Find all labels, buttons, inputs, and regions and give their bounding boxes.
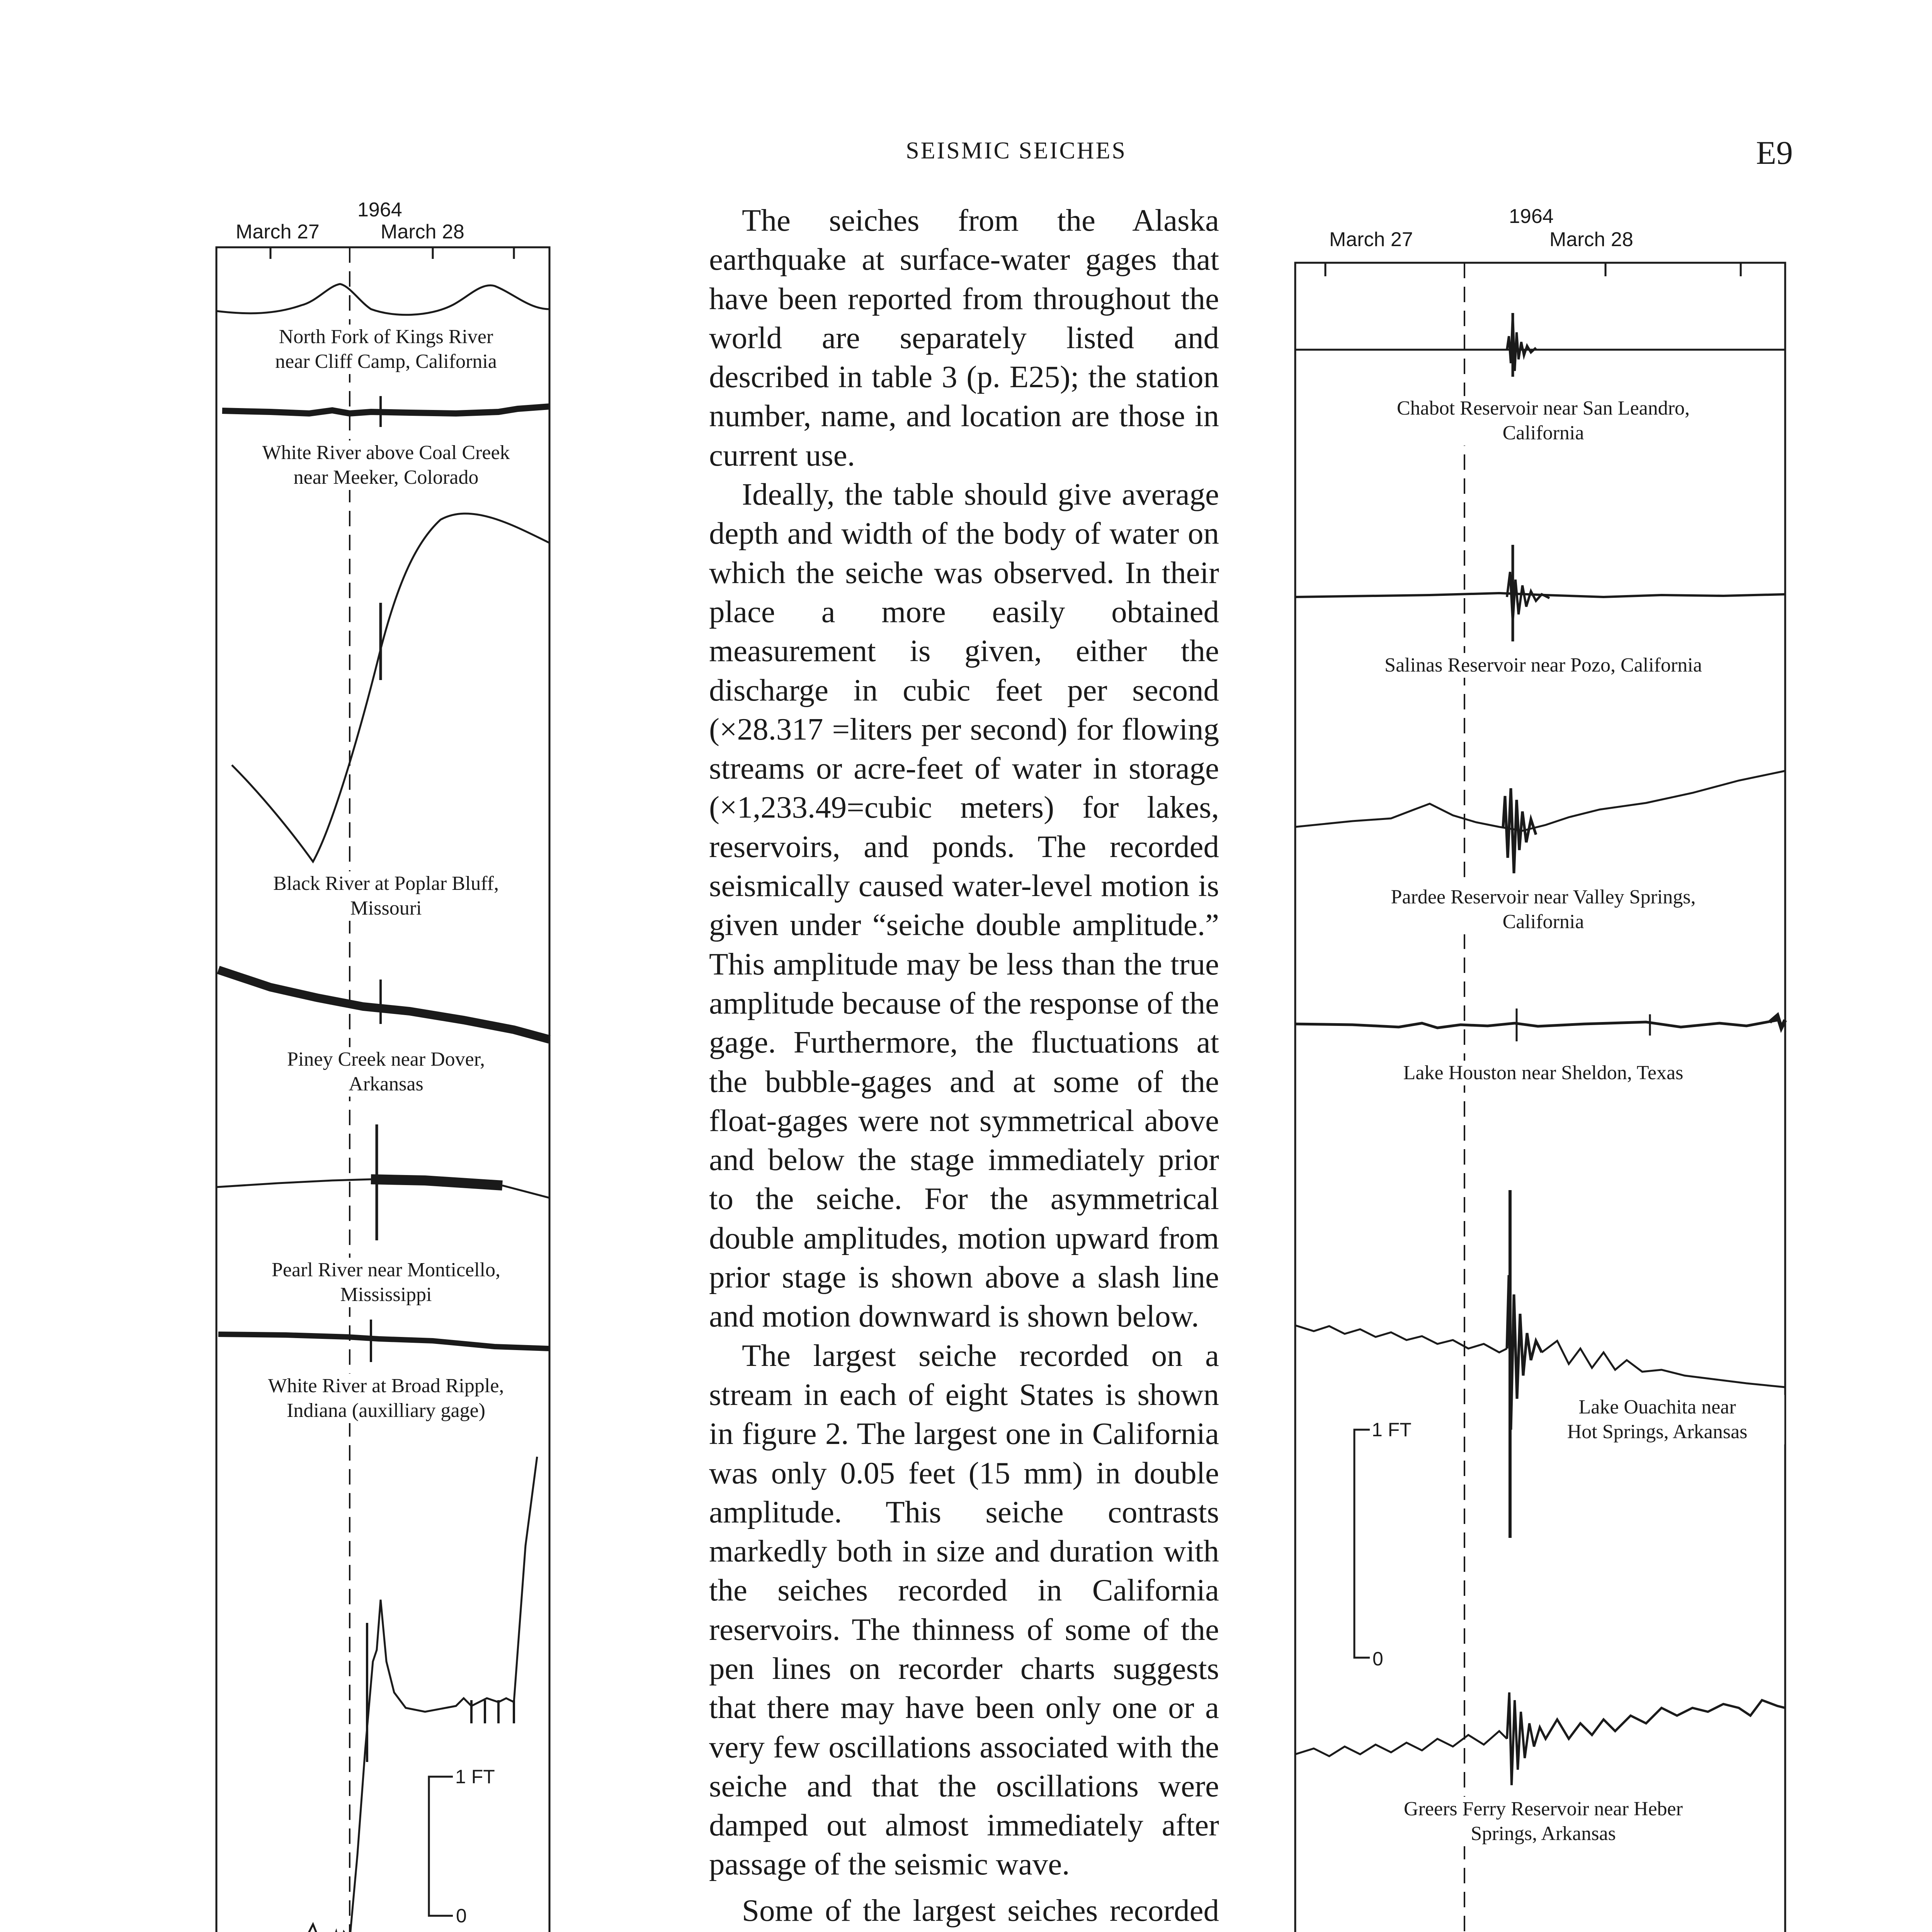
- fig3-date-left: March 27: [1329, 228, 1413, 251]
- fig2-label-piney: Piney Creek near Dover, Arkansas: [224, 1047, 548, 1097]
- fig3-seiche-greers: [1507, 1692, 1785, 1785]
- fig3-end-houston: [1770, 1015, 1785, 1028]
- fig3-seiche-chabot: [1507, 315, 1536, 371]
- fig3-scale-bottom: 0: [1372, 1648, 1383, 1670]
- fig3-label-ouachita: Lake Ouachita near Hot Springs, Arkansas: [1530, 1395, 1784, 1444]
- body-paragraph-1: The seiches from the Alaska earthquake at surface-water gages that have been reported from throughout the world are separately listed and described in table 3 (p. E25); the station number, name, and location are those in current use.: [709, 203, 1219, 473]
- fig2-label-pearl: Pearl River near Monticello, Mississippi: [224, 1258, 548, 1307]
- fig3-date-right: March 28: [1549, 228, 1633, 251]
- page-number: E9: [1756, 134, 1793, 171]
- fig2-scale-top: 1 FT: [455, 1766, 495, 1787]
- fig3-top-ticks: [1325, 263, 1741, 276]
- fig3-label-salinas: Salinas Reservoir near Pozo, California: [1321, 653, 1765, 678]
- fig3-label-pardee: Pardee Reservoir near Valley Springs, California: [1321, 885, 1765, 934]
- fig3-label-houston: Lake Houston near Sheldon, Texas: [1321, 1061, 1765, 1085]
- fig2-date-right: March 28: [381, 221, 464, 243]
- fig3-trace-greers: [1295, 1731, 1507, 1756]
- body-paragraph-3: The largest seiche recorded on a stream in each of eight States is shown in figure 2. The largest one in California was only 0.05 feet (15 mm) in double amplitude. This seiche contrasts markedly both in size and duration with the seiches recorded in California reservoirs. The thinness of some of the pen lines on recorder charts suggests that there may have been only one or a very few oscillations associated with the seiche and that the oscillations were damped out almost immediately after passage of the seismic wave.: [709, 1338, 1219, 1882]
- fig3-seiche-pardee: [1503, 788, 1536, 873]
- fig3-year: 1964: [1509, 205, 1554, 228]
- fig2-label-meeker: White River above Coal Creek near Meeker, Colorado: [224, 440, 548, 490]
- fig3-tail-ouachita: [1542, 1341, 1785, 1387]
- fig2-label-black: Black River at Poplar Bluff, Missouri: [224, 871, 548, 921]
- fig2-label-kings: North Fork of Kings River near Cliff Camp, California: [224, 325, 548, 374]
- fig3-trace-houston: [1295, 1020, 1777, 1028]
- fig3-scale-bar: [1354, 1430, 1370, 1658]
- running-title: SEISMIC SEICHES: [906, 138, 1127, 164]
- fig2-date-left: March 27: [236, 221, 320, 243]
- body-paragraph-4: Some of the largest seiches recorded: [742, 1893, 1219, 1928]
- fig2-year: 1964: [357, 199, 402, 221]
- fig3-trace-pardee: [1295, 771, 1785, 831]
- fig3-label-chabot: Chabot Reservoir near San Leandro, California: [1321, 396, 1765, 446]
- body-paragraph-2: Ideally, the table should give average depth and width of the body of water on which the seiche was observed. In their place a more easily obtained measurement is given, either the discharge in cubic feet per second (×28.317 =liters per second) for flowing streams or acre-feet of water in storage (×1,233.49=cubic meters) for lakes, reservoirs, and ponds. The recorded seismically caused water-level motion is given under “seiche double amplitude.” This amplitude may be less than the true amplitude because of the response of the gage. Furthermore, the fluctuations at the bubble-gages and at some of the float-gages were not symmetrical above and below the stage immediately prior to the seiche. For the asymmetrical double amplitudes, motion upward from prior stage is shown above a slash line and motion downward is shown below.: [709, 477, 1219, 1334]
- fig3-label-greers: Greers Ferry Reservoir near Heber Springs, Arkansas: [1321, 1797, 1765, 1846]
- fig3-trace-ouachita: [1295, 1325, 1507, 1352]
- fig3-frame: [1295, 263, 1785, 1932]
- fig2-scale-bottom: 0: [456, 1905, 467, 1927]
- fig2-label-broad-ripple: White River at Broad Ripple, Indiana (auxilliary gage): [224, 1374, 548, 1423]
- fig3-scale-top: 1 FT: [1372, 1419, 1412, 1440]
